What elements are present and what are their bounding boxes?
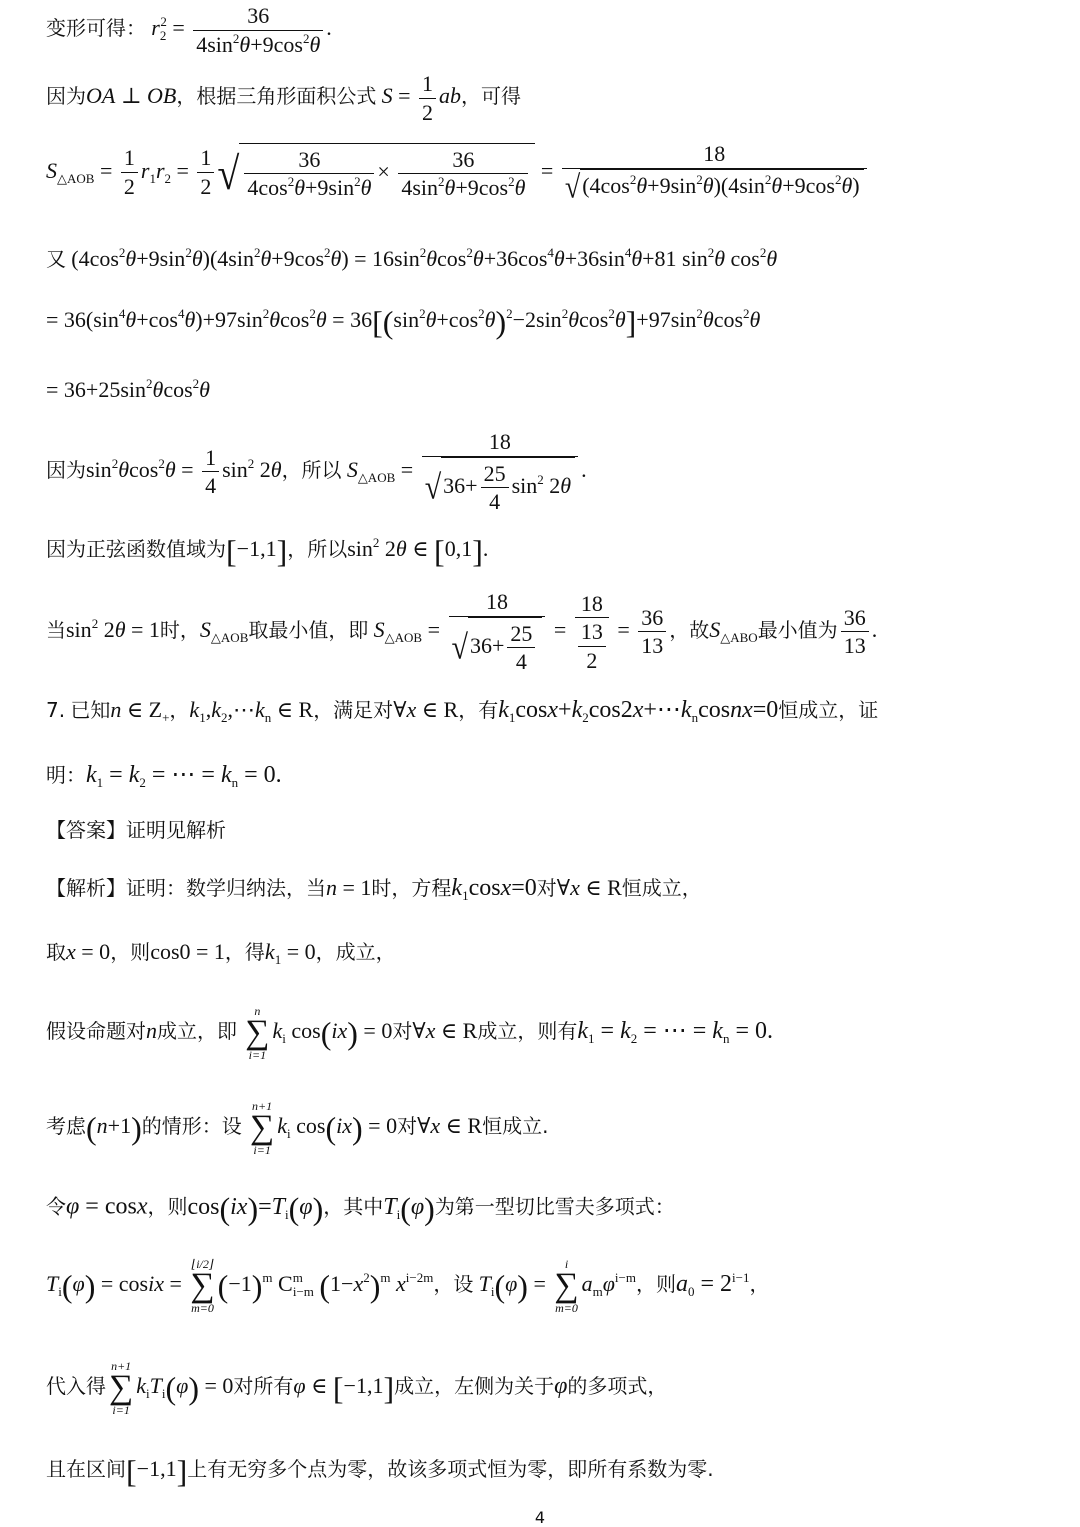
text: 的情形：设	[141, 1114, 242, 1139]
text: 对	[392, 1019, 413, 1044]
text: ，其中	[323, 1194, 384, 1219]
text: 明：	[46, 763, 86, 787]
text: ，则	[147, 1194, 188, 1219]
analysis-line-5	[46, 1192, 675, 1224]
text: 取最小值，即	[248, 617, 369, 642]
text: 为第一型切比雪夫多项式：	[434, 1194, 675, 1219]
text: 取	[46, 940, 66, 964]
cond: ∀x ∈ R	[393, 697, 459, 722]
text: ，成立，	[315, 940, 396, 964]
text: ，则	[635, 1272, 676, 1297]
text: 上有无穷多个点为零，故该多项式恒为零，即所有系数为零.	[187, 1457, 714, 1482]
poly-formula: $T_i(\varphi)$ = i ∑ m=0 $a_m\varphi^{i-m}$	[478, 1257, 636, 1316]
sum-expr: n+1 ∑ i=1 $k_iT_i(\varphi) = 0$	[109, 1359, 234, 1418]
sum-expr: n ∑ i=1 $k_i$ cos(ix) = 0	[245, 1004, 393, 1063]
area-symbol: $S_{\triangle AOB}$	[199, 616, 249, 645]
text: 时，	[159, 617, 200, 642]
formula: S = $\frac{1}{2}$ ab	[381, 71, 462, 125]
range: [−1,1]	[126, 1453, 188, 1489]
problem-number: 7.	[46, 698, 66, 722]
text: ，	[169, 698, 190, 722]
sum-expr: n+1 ∑ i=1 $k_i$ cos(ix) = 0	[249, 1099, 398, 1158]
area-equation: $S_{\triangle AOB}$ = $\frac{1}{2}$ $r_1r_2$ = $\frac{1}{2}$ √ $\frac{36}{4\cos^2\theta+9\sin^2\theta}$ × $\frac{36}{4\sin^2\theta+9\cos^2\theta}$ = $\frac{18}{√(4\cos^2\theta+9\sin^2\theta)(4\sin^2\theta+9\cos^2\theta)}$	[46, 158, 870, 183]
expr: $\cos(ix)=T_i(\varphi)$	[187, 1190, 324, 1226]
line-5	[46, 306, 760, 338]
line-7	[46, 428, 587, 516]
text: 对所有	[233, 1374, 294, 1399]
min-equation: $S_{\triangle AOB}$ = 18 √36+ $\frac{25}{4}$ = $\frac{18}{\frac{13}{2}}$ = $\frac{36}{13}$	[374, 617, 670, 642]
expr: $k_1\cos x=0$	[451, 875, 537, 903]
text: 恒成立，证	[778, 698, 879, 722]
line-9	[46, 588, 877, 676]
analysis-line-8	[46, 1455, 714, 1487]
analysis-line-7	[46, 1360, 667, 1416]
text: ，所以	[281, 457, 342, 482]
problem-7-line-1	[46, 698, 878, 724]
text: ，所以	[287, 537, 348, 562]
text: 因为	[46, 457, 86, 482]
text: ，满足对	[313, 698, 394, 722]
expr: ∀x ∈ R	[412, 1018, 478, 1044]
line-6	[46, 377, 210, 401]
text: 因为	[46, 84, 86, 109]
expr: OB	[147, 83, 177, 109]
expr: $k_1 = 0$	[264, 939, 316, 967]
cond: $k_1\cos x+k_2\cos 2x+\cdots k_ncosnx=0$	[498, 697, 779, 725]
text: ，	[749, 1272, 770, 1297]
line-1	[46, 2, 332, 58]
text: ，得	[224, 940, 265, 964]
expr: ∀x ∈ R	[417, 1113, 483, 1139]
text: 成立，左侧为关于	[394, 1374, 555, 1399]
text: 恒成立，	[621, 876, 702, 900]
text: 时，方程	[371, 876, 452, 900]
expr: $a_0 = 2^{i-1}$	[675, 1270, 750, 1300]
analysis-line-2	[46, 941, 396, 966]
line-8	[46, 535, 488, 567]
expr: OA	[86, 83, 116, 109]
text-label: 变形可得：	[46, 16, 146, 41]
answer-text: 证明见解析	[126, 818, 226, 842]
text: 已知	[70, 698, 111, 722]
condition: $\sin^2 2\theta = 1$	[66, 615, 160, 642]
text: 成立，则有	[477, 1019, 578, 1044]
expr: cos0 = 1	[150, 939, 225, 964]
cond: $k_1,k_2,\cdots k_n$ ∈ R	[189, 697, 314, 725]
expr: (n+1)	[86, 1110, 142, 1147]
line-4	[46, 246, 777, 270]
expansion-equation: $(4\cos^2\theta+9\sin^2\theta)(4\sin^2\theta+9\cos^2\theta) = 16\sin^2\theta\cos^2\theta+36\cos^4\theta+36\sin^4\theta+81$ $\sin^2\theta$ $\cos^2\theta$	[71, 245, 778, 271]
text: ，故	[669, 617, 710, 642]
equation: $r_2^2$ = $\frac{36}{4\sin^2\theta+9\cos^2\theta}$ .	[151, 3, 332, 57]
area-symbol-abo: $S_{\triangle ABO}$	[709, 616, 758, 645]
text: 且在区间	[46, 1457, 126, 1482]
perp-symbol: ⊥	[115, 83, 148, 109]
expr: x = 0	[66, 939, 111, 964]
analysis-line-1	[46, 876, 702, 902]
text: 的多项式，	[567, 1374, 668, 1399]
expr: n	[146, 1018, 157, 1044]
text: ，可得	[461, 84, 522, 109]
expr: φ	[554, 1373, 568, 1400]
analysis-line-3	[46, 1005, 773, 1061]
text: 对	[397, 1114, 418, 1139]
cond: n ∈ $Z_+$	[110, 697, 170, 725]
text: 最小值为	[757, 617, 838, 642]
page-number: 4	[534, 1508, 546, 1527]
text: 令	[46, 1194, 66, 1219]
answer-label: 【答案】	[46, 818, 126, 842]
area-formula: $S_{\triangle AOB}$ = 18 √36+ $\frac{25}{4}$ $\sin^2 2\theta$ .	[346, 429, 587, 514]
text: 又	[46, 247, 66, 271]
text: 当	[46, 617, 66, 642]
text: ，设	[433, 1272, 474, 1297]
range: [−1,1]	[226, 533, 288, 569]
text: 恒成立.	[482, 1114, 549, 1139]
conclusion: $k_1 = k_2$ = ⋯ = $k_n = 0$.	[86, 762, 282, 790]
equation: = $36+25\sin^2\theta\cos^2\theta$	[46, 376, 210, 402]
identity: $\sin^2\theta\cos^2\theta$ = $\frac{1}{4}$ $\sin^2 2\theta$	[86, 444, 282, 499]
line-2	[46, 70, 521, 126]
analysis-line-6	[46, 1258, 769, 1314]
line-3	[46, 140, 870, 205]
expr: n = 1	[326, 875, 372, 900]
text: 代入得	[46, 1374, 106, 1399]
problem-7-line-2	[46, 763, 282, 789]
text: 考虑	[46, 1114, 86, 1139]
expr: $T_i(\varphi)$	[383, 1190, 435, 1226]
chebyshev-formula: $T_i(\varphi)$ = cosix = ⌊i/2⌋ ∑ m=0 $(-1)^m$ $C^m_{i-m}$ $(1-x^2)^m$ $x^{i-2m}$	[46, 1257, 434, 1316]
range-result: $\sin^2 2\theta$ ∈ [0,1].	[347, 533, 489, 569]
equation: = $36(\sin^4\theta+\cos^4\theta)+97\sin^2\theta\cos^2\theta = 36[(\sin^2\theta+\cos^2\theta)^2-2\sin^2\theta\cos^2\theta]+97\sin^2\theta\cos^2\theta$	[46, 304, 761, 340]
min-value: $\frac{36}{13}$ .	[838, 617, 878, 642]
text: 证明：数学归纳法，当	[126, 876, 326, 900]
text: 因为正弦函数值域为	[46, 537, 226, 562]
analysis-label: 【解析】	[46, 876, 126, 900]
text: ，根据三角形面积公式	[176, 84, 377, 109]
expr: φ ∈ [−1,1]	[293, 1370, 395, 1407]
text: ，有	[458, 698, 499, 722]
analysis-line-4	[46, 1100, 548, 1156]
expr: φ = cosx	[66, 1193, 148, 1220]
text: 成立，即	[157, 1019, 237, 1044]
text: 对	[536, 876, 557, 900]
answer-line	[46, 820, 226, 841]
expr: $k_1 = k_2$ = ⋯ = $k_n = 0$.	[577, 1018, 773, 1047]
text: ，则	[110, 940, 151, 964]
expr: ∀x ∈ R	[556, 875, 622, 900]
text: 假设命题对	[46, 1019, 146, 1044]
